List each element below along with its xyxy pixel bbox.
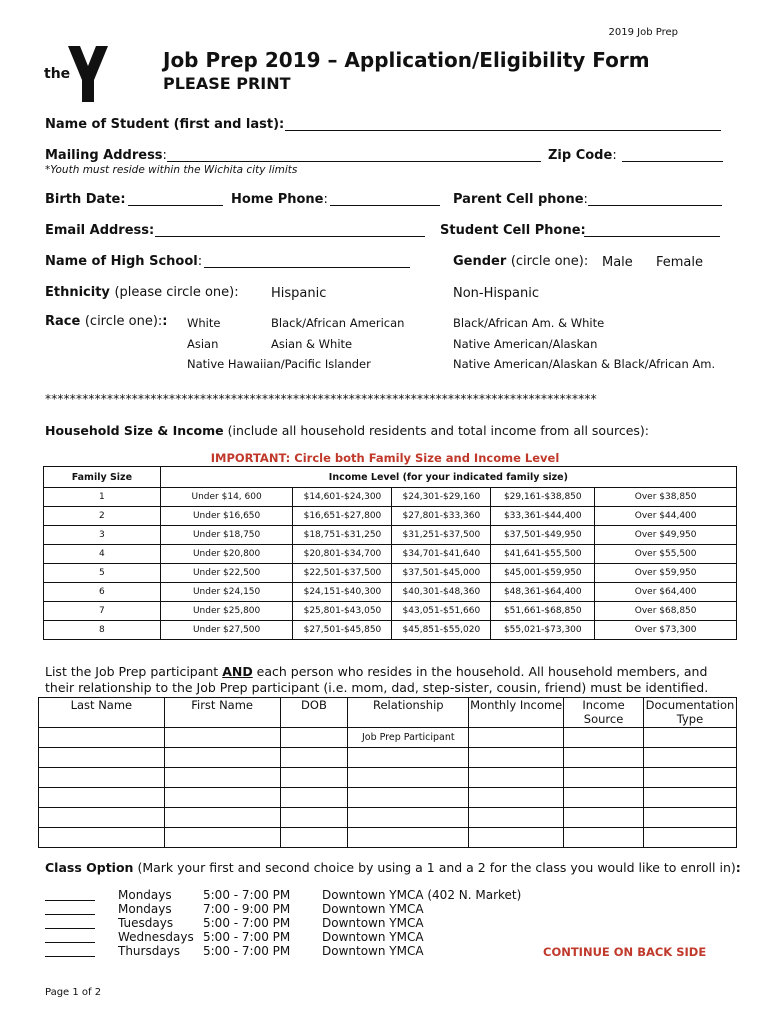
ethnicity-label: Ethnicity (please circle one):: [45, 285, 239, 300]
race-option[interactable]: Asian & White: [271, 337, 353, 351]
members-column-header: DOB: [280, 698, 348, 728]
member-cell[interactable]: [469, 748, 564, 768]
class-choice-blank[interactable]: [45, 945, 95, 957]
birth-date-label: Birth Date:: [45, 192, 126, 207]
income-level-cell[interactable]: Over $64,400: [595, 583, 737, 602]
member-cell[interactable]: [643, 808, 736, 828]
gender-label: Gender (circle one):: [453, 254, 589, 269]
race-option[interactable]: Asian: [187, 337, 219, 351]
zip-code-label: Zip Code:: [548, 148, 617, 163]
class-location: Downtown YMCA: [322, 916, 424, 930]
income-row: [44, 621, 737, 640]
home-phone-label: Home Phone:: [231, 192, 328, 207]
income-level-cell[interactable]: Under $24,150: [160, 583, 293, 602]
class-day: Wednesdays: [118, 930, 194, 944]
race-option[interactable]: Native American/Alaskan & Black/African Am.: [453, 357, 716, 371]
residency-note: *Youth must reside within the Wichita city limits: [45, 164, 298, 176]
high-school-field[interactable]: [204, 254, 410, 268]
family-size-cell[interactable]: 4: [44, 545, 161, 564]
mailing-address-field[interactable]: [167, 148, 541, 162]
ethnicity-option-hispanic[interactable]: Hispanic: [271, 286, 327, 301]
income-level-cell[interactable]: Over $55,500: [595, 545, 737, 564]
continue-note: CONTINUE ON BACK SIDE: [543, 945, 707, 959]
members-column-header: Last Name: [39, 698, 165, 728]
member-cell[interactable]: [469, 828, 564, 848]
member-cell[interactable]: [39, 808, 165, 828]
page-subtitle: PLEASE PRINT: [163, 74, 291, 93]
class-option-heading: Class Option (Mark your first and second choice by using a 1 and a 2 for the class you would like to enroll in):: [45, 860, 741, 875]
member-cell[interactable]: [280, 828, 348, 848]
member-cell[interactable]: [164, 808, 280, 828]
member-cell[interactable]: [280, 788, 348, 808]
student-name-field[interactable]: [285, 117, 721, 131]
member-cell[interactable]: [39, 728, 165, 748]
member-cell[interactable]: [280, 728, 348, 748]
members-column-header: First Name: [164, 698, 280, 728]
member-cell[interactable]: [643, 768, 736, 788]
race-option[interactable]: Native American/Alaskan: [453, 337, 598, 351]
member-cell[interactable]: Job Prep Participant: [348, 728, 469, 748]
income-level-cell[interactable]: $16,651-$27,800: [293, 507, 392, 526]
income-level-cell[interactable]: Under $22,500: [160, 564, 293, 583]
members-column-header: Income Source: [564, 698, 644, 728]
class-time: 5:00 - 7:00 PM: [203, 930, 291, 944]
email-field[interactable]: [155, 223, 425, 237]
income-level-cell[interactable]: $18,751-$31,250: [293, 526, 392, 545]
income-level-cell[interactable]: $45,001-$59,950: [491, 564, 595, 583]
member-cell[interactable]: [164, 748, 280, 768]
income-level-cell[interactable]: $48,361-$64,400: [491, 583, 595, 602]
class-location: Downtown YMCA: [322, 930, 424, 944]
page-number: Page 1 of 2: [45, 987, 102, 998]
home-phone-field[interactable]: [330, 192, 440, 206]
income-level-cell[interactable]: Under $25,800: [160, 602, 293, 621]
student-cell-field[interactable]: [584, 223, 720, 237]
member-cell[interactable]: [164, 768, 280, 788]
class-day: Tuesdays: [118, 916, 174, 930]
col-family-size: Family Size: [44, 467, 161, 488]
birth-date-field[interactable]: [128, 192, 223, 206]
income-level-cell[interactable]: $34,701-$41,640: [392, 545, 491, 564]
member-cell[interactable]: [164, 728, 280, 748]
members-column-header: Monthly Income: [469, 698, 564, 728]
member-cell[interactable]: [469, 768, 564, 788]
race-option[interactable]: Black/African Am. & White: [453, 316, 605, 330]
member-cell[interactable]: [469, 788, 564, 808]
income-level-cell[interactable]: $33,361-$44,400: [491, 507, 595, 526]
income-level-cell[interactable]: Over $59,950: [595, 564, 737, 583]
household-heading: Household Size & Income (include all household residents and total income from all sources):: [45, 423, 650, 438]
members-column-header: Relationship: [348, 698, 469, 728]
class-time: 5:00 - 7:00 PM: [203, 916, 291, 930]
income-level-cell[interactable]: $55,021-$73,300: [491, 621, 595, 640]
member-cell[interactable]: [348, 788, 469, 808]
income-level-cell[interactable]: $20,801-$34,700: [293, 545, 392, 564]
important-note: IMPORTANT: Circle both Family Size and Income Level: [210, 451, 560, 465]
race-option[interactable]: Black/African American: [271, 316, 405, 330]
zip-code-field[interactable]: [622, 148, 723, 162]
member-cell[interactable]: [643, 788, 736, 808]
class-location: Downtown YMCA: [322, 944, 424, 958]
income-level-cell[interactable]: $27,801-$33,360: [392, 507, 491, 526]
member-cell[interactable]: [280, 748, 348, 768]
member-cell[interactable]: [469, 728, 564, 748]
class-choice-blank[interactable]: [45, 917, 95, 929]
members-column-header: Documentation Type: [643, 698, 736, 728]
income-row: [44, 526, 737, 545]
high-school-label: Name of High School:: [45, 254, 203, 269]
income-row: [44, 507, 737, 526]
member-cell[interactable]: [348, 768, 469, 788]
income-level-cell[interactable]: $14,601-$24,300: [293, 488, 392, 507]
income-table: [43, 466, 737, 640]
member-cell[interactable]: [643, 728, 736, 748]
income-row: [44, 545, 737, 564]
household-members-table: [38, 697, 737, 848]
income-level-cell[interactable]: $37,501-$49,950: [491, 526, 595, 545]
member-cell[interactable]: [164, 828, 280, 848]
col-income-level: Income Level (for your indicated family size): [160, 467, 736, 488]
class-day: Thursdays: [118, 944, 181, 958]
class-day: Mondays: [118, 902, 172, 916]
family-size-cell[interactable]: 6: [44, 583, 161, 602]
income-level-cell[interactable]: $22,501-$37,500: [293, 564, 392, 583]
member-cell[interactable]: [643, 828, 736, 848]
class-time: 5:00 - 7:00 PM: [203, 944, 291, 958]
income-level-cell[interactable]: Under $18,750: [160, 526, 293, 545]
member-cell[interactable]: [564, 808, 644, 828]
member-row: [39, 788, 737, 808]
income-level-cell[interactable]: Under $14, 600: [160, 488, 293, 507]
member-row: [39, 728, 737, 748]
income-level-cell[interactable]: Over $73,300: [595, 621, 737, 640]
income-level-cell[interactable]: Under $20,800: [160, 545, 293, 564]
member-cell[interactable]: [564, 828, 644, 848]
income-level-cell[interactable]: $24,151-$40,300: [293, 583, 392, 602]
income-level-cell[interactable]: Over $68,850: [595, 602, 737, 621]
income-row: [44, 602, 737, 621]
family-size-cell[interactable]: 3: [44, 526, 161, 545]
class-choice-blank[interactable]: [45, 903, 95, 915]
members-instructions: List the Job Prep participant AND each person who resides in the household. All household members, and their relationship to the Job Prep participant (i.e. mom, dad, step-sister, cousin, friend) must be identified.: [45, 664, 709, 695]
member-row: [39, 808, 737, 828]
member-cell[interactable]: [39, 788, 165, 808]
income-level-cell[interactable]: $24,301-$29,160: [392, 488, 491, 507]
family-size-cell[interactable]: 1: [44, 488, 161, 507]
income-level-cell[interactable]: $41,641-$55,500: [491, 545, 595, 564]
separator: *****************************************************************************************: [45, 392, 597, 406]
income-level-cell[interactable]: $25,801-$43,050: [293, 602, 392, 621]
income-level-cell[interactable]: Over $38,850: [595, 488, 737, 507]
family-size-cell[interactable]: 2: [44, 507, 161, 526]
class-choice-blank[interactable]: [45, 889, 95, 901]
family-size-cell[interactable]: 7: [44, 602, 161, 621]
member-cell[interactable]: [643, 748, 736, 768]
member-cell[interactable]: [348, 808, 469, 828]
member-cell[interactable]: [564, 728, 644, 748]
member-row: [39, 748, 737, 768]
race-option[interactable]: Native Hawaiian/Pacific Islander: [187, 357, 371, 371]
income-level-cell[interactable]: Under $16,650: [160, 507, 293, 526]
student-cell-label: Student Cell Phone:: [440, 223, 586, 238]
member-cell[interactable]: [39, 768, 165, 788]
member-cell[interactable]: [39, 828, 165, 848]
income-level-cell[interactable]: $51,661-$68,850: [491, 602, 595, 621]
ethnicity-option-non-hispanic[interactable]: Non-Hispanic: [453, 286, 539, 301]
income-level-cell[interactable]: $37,501-$45,000: [392, 564, 491, 583]
income-level-cell[interactable]: $40,301-$48,360: [392, 583, 491, 602]
income-level-cell[interactable]: Over $49,950: [595, 526, 737, 545]
page-title: Job Prep 2019 – Application/Eligibility Form: [163, 48, 650, 72]
mailing-address-label: Mailing Address:: [45, 148, 167, 163]
member-row: [39, 768, 737, 788]
income-level-cell[interactable]: $27,501-$45,850: [293, 621, 392, 640]
race-label: Race (circle one)::: [45, 314, 168, 329]
income-row: [44, 583, 737, 602]
class-day: Mondays: [118, 888, 172, 902]
family-size-cell[interactable]: 5: [44, 564, 161, 583]
income-level-cell[interactable]: Under $27,500: [160, 621, 293, 640]
student-name-label: Name of Student (first and last):: [45, 117, 285, 132]
class-time: 5:00 - 7:00 PM: [203, 888, 291, 902]
class-location: Downtown YMCA (402 N. Market): [322, 888, 522, 902]
ymca-logo: [44, 44, 114, 104]
member-cell[interactable]: [564, 768, 644, 788]
member-cell[interactable]: [39, 748, 165, 768]
gender-option-female[interactable]: Female: [656, 255, 704, 270]
race-option[interactable]: White: [187, 316, 221, 330]
income-level-cell[interactable]: $29,161-$38,850: [491, 488, 595, 507]
income-level-cell[interactable]: $43,051-$51,660: [392, 602, 491, 621]
parent-cell-label: Parent Cell phone:: [453, 192, 588, 207]
parent-cell-field[interactable]: [588, 192, 722, 206]
income-level-cell[interactable]: Over $44,400: [595, 507, 737, 526]
income-level-cell[interactable]: $31,251-$37,500: [392, 526, 491, 545]
member-row: [39, 828, 737, 848]
income-row: [44, 564, 737, 583]
class-choice-blank[interactable]: [45, 931, 95, 943]
header-note: 2019 Job Prep: [608, 27, 678, 38]
member-cell[interactable]: [280, 768, 348, 788]
class-location: Downtown YMCA: [322, 902, 424, 916]
class-time: 7:00 - 9:00 PM: [203, 902, 291, 916]
gender-option-male[interactable]: Male: [602, 255, 633, 270]
income-level-cell[interactable]: $45,851-$55,020: [392, 621, 491, 640]
member-cell[interactable]: [280, 808, 348, 828]
member-cell[interactable]: [564, 748, 644, 768]
member-cell[interactable]: [164, 788, 280, 808]
member-cell[interactable]: [348, 828, 469, 848]
member-cell[interactable]: [564, 788, 644, 808]
member-cell[interactable]: [348, 748, 469, 768]
logo-text: the: [44, 66, 71, 82]
family-size-cell[interactable]: 8: [44, 621, 161, 640]
member-cell[interactable]: [469, 808, 564, 828]
email-label: Email Address:: [45, 223, 155, 238]
income-row: [44, 488, 737, 507]
